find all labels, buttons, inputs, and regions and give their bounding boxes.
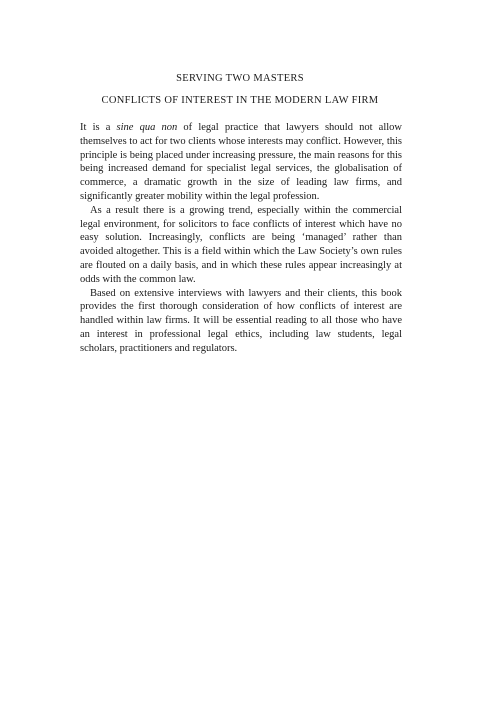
blurb-paragraph-3: Based on extensive interviews with lawyers and their clients, this book provides the first thorough consideration of how conflicts of interest are handled within law firms. It will be essential reading to all those who have an interest in professional legal ethics, including law students, legal scholars, practitioners and regulators. bbox=[80, 287, 402, 354]
blurb-paragraph-2: As a result there is a growing trend, especially within the commercial legal environment, for solicitors to face conflicts of interest which have no easy solution. Increasingly, conflicts are being ‘managed’ rather than avoided altogether. This is a field within which the Law Society’s own rules are flouted on a daily basis, and in which these rules appear increasingly at odds with the common law. bbox=[80, 204, 402, 285]
book-title: SERVING TWO MASTERS bbox=[176, 73, 304, 84]
blurb-paragraph-1 bbox=[80, 121, 402, 204]
blurb-paragraph-1-rest: of legal practice that lawyers should not allow themselves to act for two clients whose interests may conflict. However, this principle is being placed under increasing pressure, the main reasons for this being increased demand for specialist legal services, the globalisation of commerce, a dramatic growth in the size of leading law firms, and significantly greater mobility within the legal profession. bbox=[80, 122, 402, 202]
blurb-text bbox=[80, 121, 402, 356]
book-subtitle: CONFLICTS OF INTEREST IN THE MODERN LAW FIRM bbox=[101, 95, 379, 106]
blurb-paragraph-1-lead: It is a bbox=[80, 122, 117, 133]
blurb-paragraph-1-italic: sine qua non bbox=[116, 122, 178, 133]
